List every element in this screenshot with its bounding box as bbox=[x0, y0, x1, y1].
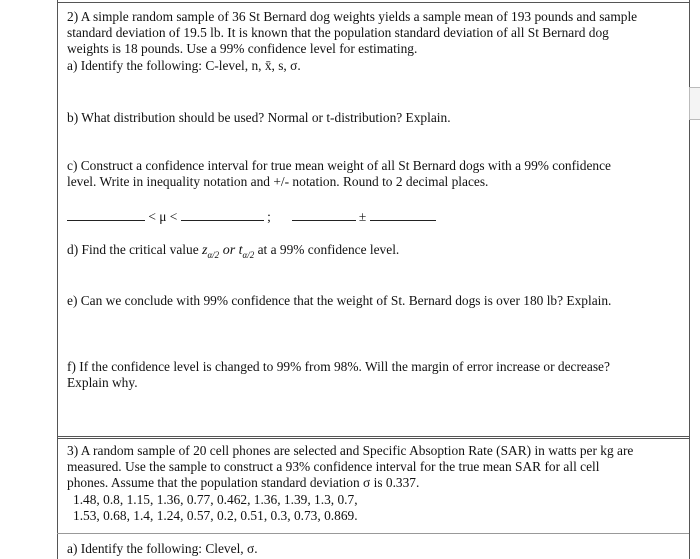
part-d-prefix: d) Find the critical value bbox=[67, 242, 199, 257]
critical-value-t: $t_{\alpha/2}$ bbox=[238, 243, 255, 260]
lower-bound-blank[interactable] bbox=[67, 209, 145, 221]
problem-3-line-1: 3) A random sample of 20 cell phones are selected and Specific Absoption Rate (SAR) in watts per kg are bbox=[67, 443, 634, 458]
problem-2-part-f-line-2: Explain why. bbox=[67, 375, 138, 391]
problem-2-part-d-block bbox=[67, 242, 687, 263]
inequality-symbol: < μ < bbox=[148, 209, 178, 224]
problem-2-part-d bbox=[67, 242, 687, 263]
critical-value-z: $z_{\alpha/2}$ bbox=[202, 243, 220, 260]
problem-2-line-1: 2) A simple random sample of 36 St Bernard dog weights yields a sample mean of 193 pounds and sample bbox=[67, 9, 638, 24]
table-top-border bbox=[57, 2, 689, 3]
part-d-suffix: at a 99% confidence level. bbox=[254, 242, 400, 257]
problem-2-line-2: standard deviation of 19.5 lb. It is known that the population standard deviation of all St Bernard dog bbox=[67, 25, 609, 41]
problem-2-part-b-block bbox=[67, 110, 687, 126]
upper-bound-blank[interactable] bbox=[181, 209, 264, 221]
problem-3-part-a-block bbox=[67, 541, 687, 557]
row-divider bbox=[57, 533, 689, 534]
problem-3-line-3: phones. Assume that the population standard deviation σ is 0.337. bbox=[67, 475, 420, 491]
problem-3-data-line-1: 1.48, 0.8, 1.15, 1.36, 0.77, 0.462, 1.36, 1.39, 1.3, 0.7, bbox=[73, 491, 358, 507]
part-d-or: or bbox=[219, 243, 239, 258]
side-scroll-tab[interactable] bbox=[689, 87, 700, 120]
problem-divider-double bbox=[57, 438, 689, 439]
separator: ; bbox=[267, 209, 271, 224]
problem-2-part-e-block bbox=[67, 293, 687, 309]
problem-2-part-c-line-1: c) Construct a confidence interval for true mean weight of all St Bernard dogs with a 99% confidence bbox=[67, 158, 611, 173]
interval-answer-row bbox=[67, 209, 687, 225]
point-estimate-blank[interactable] bbox=[292, 209, 356, 221]
problem-3-line-2: measured. Use the sample to construct a 93% confidence interval for the true mean SAR for all cell bbox=[67, 459, 600, 475]
problem-2-part-c-block bbox=[67, 158, 687, 190]
problem-3-data-line-2: 1.53, 0.68, 1.4, 1.24, 0.57, 0.2, 0.51, 0.3, 0.73, 0.869. bbox=[73, 507, 358, 523]
problem-2-part-b: b) What distribution should be used? Normal or t-distribution? Explain. bbox=[67, 110, 451, 125]
plus-minus-symbol: ± bbox=[358, 209, 367, 224]
margin-of-error-blank[interactable] bbox=[370, 209, 436, 221]
problem-2-part-e: e) Can we conclude with 99% confidence that the weight of St. Bernard dogs is over 180 lb? Explain. bbox=[67, 293, 612, 308]
problem-divider bbox=[57, 436, 689, 437]
problem-2-part-a: a) Identify the following: C-level, n, x̄, s, σ. bbox=[67, 57, 301, 73]
problem-2-part-f-block bbox=[67, 359, 687, 391]
problem-2-line-3: weights is 18 pounds. Use a 99% confidence level for estimating. bbox=[67, 41, 418, 57]
problem-2-intro bbox=[67, 9, 687, 74]
problem-3-part-a: a) Identify the following: Clevel, σ. bbox=[67, 541, 258, 556]
problem-2-part-f-line-1: f) If the confidence level is changed to 99% from 98%. Will the margin of error increase or decrease? bbox=[67, 359, 610, 374]
problem-3-intro bbox=[67, 443, 687, 524]
problem-2-part-c-line-2: level. Write in inequality notation and +/- notation. Round to 2 decimal places. bbox=[67, 174, 489, 190]
